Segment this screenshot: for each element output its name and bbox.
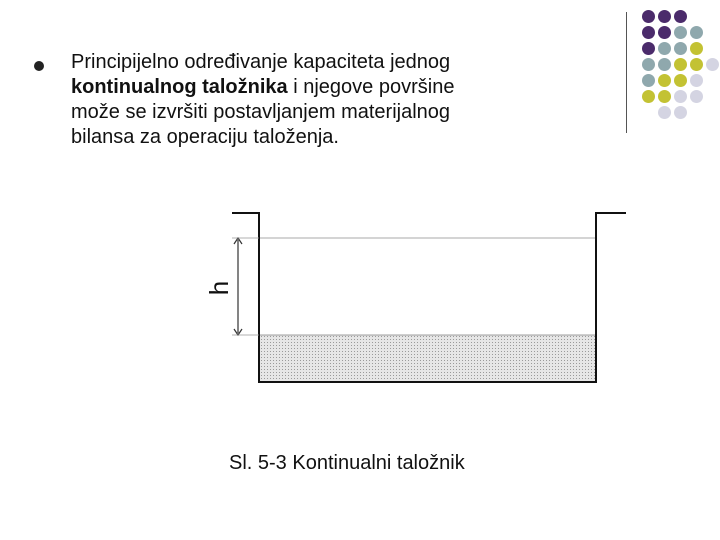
bullet-text-line: i njegove površine: [287, 76, 455, 98]
bullet-text-line: može se izvršiti postavljanjem materijalnog: [71, 101, 451, 123]
sediment-layer: [259, 335, 596, 382]
bullet-text-line: Principijelno određivanje kapaciteta jednog: [71, 51, 451, 73]
bullet-text-line: bilansa za operaciju taloženja.: [71, 126, 339, 148]
bullet-bold-text: kontinualnog taložnika: [71, 76, 288, 98]
figure-caption: Sl. 5-3 Kontinualni taložnik: [229, 452, 465, 474]
height-dimension-arrow: [232, 238, 259, 335]
height-label: h: [204, 280, 234, 296]
